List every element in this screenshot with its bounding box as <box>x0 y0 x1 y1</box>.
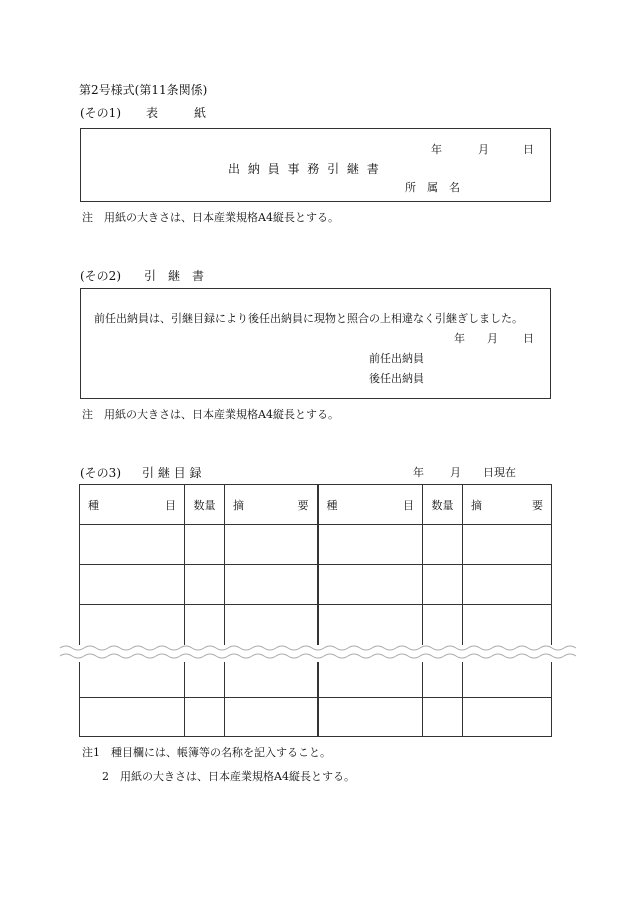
table-row <box>80 565 552 605</box>
inventory-table-top <box>79 484 552 645</box>
cover-doc-title: 出 納 員 事 務 引 継 書 <box>228 162 381 176</box>
cover-day: 日 <box>523 143 534 156</box>
table-row <box>80 662 552 697</box>
table-row <box>80 697 552 736</box>
note-1: 注 用紙の大きさは、日本産業規格A4縦長とする。 <box>82 211 339 224</box>
form-title: 第2号様式(第11条関係) <box>79 83 208 97</box>
inventory-as-of-day: 日現在 <box>483 466 516 479</box>
col-desc-right: 摘 要 <box>463 485 552 525</box>
predecessor-label: 前任出納員 <box>369 352 424 365</box>
transfer-box <box>80 288 551 399</box>
cover-affiliation: 所 属 名 <box>405 181 460 194</box>
transfer-statement: 前任出納員は、引継目録により後任出納員に現物と照合の上相違なく引継ぎしました。 <box>94 312 523 325</box>
inventory-month: 月 <box>450 466 461 479</box>
note-2: 注 用紙の大きさは、日本産業規格A4縦長とする。 <box>82 408 339 421</box>
cover-month: 月 <box>478 143 489 156</box>
col-qty-left: 数量 <box>185 485 225 525</box>
table-row <box>80 605 552 645</box>
col-type-left: 種 目 <box>80 485 185 525</box>
note-3-line-2: 2 用紙の大きさは、日本産業規格A4縦長とする。 <box>102 770 355 783</box>
inventory-header-row <box>80 485 552 525</box>
section1-heading-no: (その1) <box>80 106 121 120</box>
transfer-day: 日 <box>523 332 534 345</box>
note-3-line-1: 注1 種目欄には、帳簿等の名称を記入すること。 <box>82 746 331 759</box>
inventory-table-bottom <box>79 662 552 737</box>
section3-heading-label: 引 継 目 録 <box>142 466 202 480</box>
col-desc-left: 摘 要 <box>225 485 318 525</box>
col-qty-right: 数量 <box>423 485 463 525</box>
section3-heading-no: (その3) <box>80 466 121 480</box>
table-row <box>80 525 552 565</box>
table-break-wave <box>0 643 630 663</box>
transfer-month: 月 <box>487 332 498 345</box>
section1-heading-label: 表 紙 <box>146 106 207 120</box>
successor-label: 後任出納員 <box>369 372 424 385</box>
transfer-year: 年 <box>454 332 465 345</box>
inventory-year: 年 <box>413 466 424 479</box>
cover-year: 年 <box>431 143 442 156</box>
section2-heading-no: (その2) <box>80 269 121 283</box>
section2-heading-label: 引 継 書 <box>144 269 205 283</box>
col-type-right: 種 目 <box>318 485 423 525</box>
